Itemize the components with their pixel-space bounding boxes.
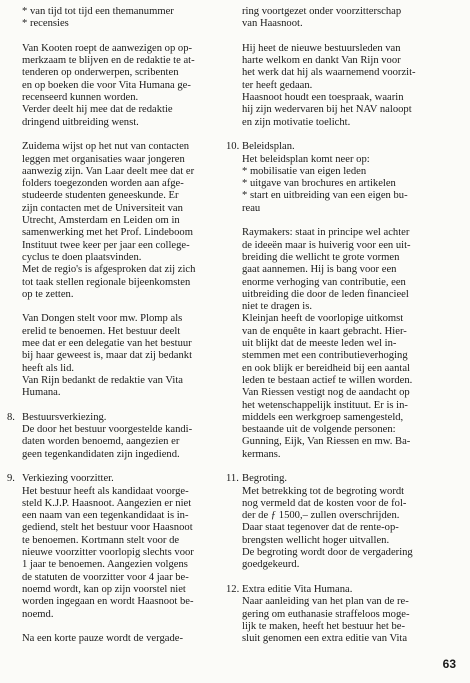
agenda-item-11	[226, 473, 452, 571]
text-line: cyclus te doen plaatsvinden.	[22, 251, 142, 263]
text-line: aanwezig zijn. Van Laar deelt mee dat er	[22, 165, 195, 177]
text-line: mee dat er een delegatie van het bestuur	[22, 338, 192, 350]
text-line: bij haar geweest is, maar dat zij bedankt	[22, 350, 193, 362]
text-line: Kleinjan heeft de voorlopige uitkomst	[242, 313, 404, 325]
text-line: middels een werkgroep samengesteld,	[242, 411, 404, 423]
text-line: noemd wordt, kan op zijn voorstel niet	[22, 583, 186, 595]
text-line: breiding die wellicht te grote vormen	[242, 251, 400, 263]
paragraph-van-kooten	[22, 43, 226, 129]
right-column	[226, 6, 452, 645]
text-line: brengsten wellicht hoger uitvallen.	[242, 534, 390, 546]
text-line: * van tijd tot tijd een themanummer	[22, 6, 174, 17]
text-line: enorme verhoging van contributie, een	[242, 276, 406, 288]
text-line: nieuwe voorzitter voorlopig slechts voor	[22, 547, 194, 559]
text-line: worden ingegaan en wordt Haasnoot be-	[22, 596, 194, 608]
item-number: 12.	[226, 583, 240, 595]
text-line: lijk te maken, heeft het bestuur het be-	[242, 620, 405, 632]
text-line: geen tegenkandidaten zijn ingediend.	[22, 448, 180, 460]
text-line: steld K.J.P. Haasnoot. Aangezien er niet	[22, 497, 192, 509]
text-line: hij zijn wedervaren bij het NAV naloopt	[242, 104, 412, 116]
text-line: ter heeft gedaan.	[242, 79, 313, 91]
text-line: gering om euthanasie straffeloos moge-	[242, 608, 410, 620]
item-number: 9.	[7, 473, 15, 485]
text-line: De door het bestuur voorgestelde kandi-	[22, 424, 193, 436]
paragraph-continued	[242, 6, 452, 31]
text-line: Humana.	[22, 387, 61, 399]
text-line: gaat aannemen. Hij is bang voor een	[242, 264, 397, 276]
text-line: samenwerking met het Prof. Lindeboom	[22, 227, 193, 239]
text-line: van Haasnoot.	[242, 18, 303, 30]
text-line: en zijn motivatie toelicht.	[242, 116, 351, 128]
left-column	[7, 6, 226, 645]
text-line: folders toegezonden worden aan afge-	[22, 178, 184, 190]
item-number: 8.	[7, 411, 15, 423]
agenda-item-10	[226, 141, 452, 215]
text-line: Van Dongen stelt voor mw. Plomp als	[22, 313, 183, 325]
text-line: * start en uitbreiding van een eigen bu-	[242, 190, 408, 202]
paragraph-welkom	[242, 43, 452, 129]
text-line: het werk dat hij als waarnemend voorzit-	[242, 67, 416, 79]
text-line: Met de regio's is afgesproken dat zij zich	[22, 264, 196, 276]
item-heading: Verkiezing voorzitter.	[22, 473, 114, 485]
agenda-item-8	[7, 411, 226, 461]
text-line: de ideeën maar is huiverig voor een uit-	[242, 239, 411, 251]
text-line: tenderen op onderwerpen, scribenten	[22, 67, 179, 79]
text-line: heeft als lid.	[22, 362, 75, 374]
text-line: kermans.	[242, 448, 281, 460]
text-line: Instituut twee keer per jaar een college-	[22, 239, 190, 251]
text-line: sluit genomen een extra editie van Vita	[242, 633, 408, 645]
text-line: te benoemen. Kortmann stelt voor de	[22, 534, 180, 546]
text-line: Van Riessen vestigt nog de aandacht op	[242, 387, 410, 399]
paragraph-pauze	[22, 633, 226, 645]
text-line: nog vermeld dat de kosten voor de fol-	[242, 497, 407, 509]
text-line: merkzaam te blijven en de redaktie te at-	[22, 55, 195, 67]
text-line: uit blijkt dat de meeste leden wel in-	[242, 338, 397, 350]
agenda-item-12	[226, 583, 452, 645]
text-line: leden te bestaan actief te willen worden.	[242, 374, 413, 386]
text-line: van de enquête in kaart gebracht. Hier-	[242, 325, 407, 337]
item-heading: Begroting.	[242, 473, 288, 485]
text-line: Na een korte pauze wordt de vergade-	[22, 633, 183, 645]
text-line: reau	[242, 202, 261, 214]
text-line: Het bestuur heeft als kandidaat voorge-	[22, 485, 189, 497]
item-heading: Beleidsplan.	[242, 141, 295, 153]
text-line: 1 jaar te benoemen. Aangezien volgens	[22, 559, 188, 571]
item-heading: Extra editie Vita Humana.	[242, 583, 353, 595]
text-line: Met betrekking tot de begroting wordt	[242, 485, 405, 497]
text-line: harte welkom en dankt Van Rijn voor	[242, 55, 401, 67]
text-line: en ook blijk er bereidheid bij een aantal	[242, 362, 410, 374]
text-line: op te zetten.	[22, 288, 74, 300]
text-line: Hij heet de nieuwe bestuursleden van	[242, 42, 401, 54]
item-number: 10.	[226, 141, 240, 153]
text-line: Zuidema wijst op het nut van contacten	[22, 141, 190, 153]
page-number: 63	[442, 657, 456, 671]
text-line: De begroting wordt door de vergadering	[242, 547, 413, 559]
text-line: Utrecht, Amsterdam en Leiden om in	[22, 215, 180, 227]
text-line: leggen met organisaties waar jongeren	[22, 153, 185, 165]
text-line: recenseerd kunnen worden.	[22, 92, 139, 104]
text-line: uitbreiding die door de leden financieel	[242, 288, 409, 300]
text-line: Verder deelt hij mee dat de redaktie	[22, 104, 173, 116]
text-line: gediend, stelt het bestuur voor Haasnoot	[22, 522, 193, 534]
text-line: daten worden benoemd, aangezien er	[22, 436, 180, 448]
text-line: niet te dragen is.	[242, 301, 313, 313]
text-line: ring voortgezet onder voorzitterschap	[242, 6, 402, 17]
text-line: erelid te benoemen. Het bestuur deelt	[22, 325, 181, 337]
text-line: * mobilisatie van eigen leden	[242, 165, 367, 177]
text-line: Gunning, Eijk, Van Riessen en mw. Ba-	[242, 436, 411, 448]
text-line: Het beleidsplan komt neer op:	[242, 153, 370, 165]
text-line: dringend uitbreiding wenst.	[22, 116, 139, 128]
text-line: * recensies	[22, 18, 69, 30]
list-recensies	[22, 6, 226, 31]
text-line: Haasnoot houdt een toespraak, waarin	[242, 92, 404, 104]
text-line: Van Rijn bedankt de redaktie van Vita	[22, 374, 183, 386]
agenda-item-9	[7, 473, 226, 621]
paragraph-raymakers	[242, 227, 452, 461]
item-number: 11.	[226, 473, 239, 485]
paragraph-van-dongen	[22, 313, 226, 399]
text-line: Naar aanleiding van het plan van de re-	[242, 596, 409, 608]
text-line: tot taak stellen regionale bijeenkomsten	[22, 276, 191, 288]
text-line: noemd.	[22, 608, 54, 620]
text-line: de statuten de voorzitter voor 4 jaar be-	[22, 571, 189, 583]
text-line: goedgekeurd.	[242, 559, 300, 571]
text-line: studeerde studenten geneeskunde. Er	[22, 190, 179, 202]
text-line: zijn contacten met de Universiteit van	[22, 202, 183, 214]
item-heading: Bestuursverkiezing.	[22, 411, 107, 423]
text-line: het wetenschappelijk instituut. Er is in-	[242, 399, 408, 411]
text-line: Raymakers: staat in principe wel achter	[242, 227, 410, 239]
text-line: Daar staat tegenover dat de rente-op-	[242, 522, 399, 534]
text-line: Van Kooten roept de aanwezigen op op-	[22, 42, 193, 54]
text-line: * uitgave van brochures en artikelen	[242, 178, 396, 190]
text-line: der de ƒ 1500,– zullen overschrijden.	[242, 510, 400, 522]
text-line: en op boeken die voor Vita Humana ge-	[22, 79, 191, 91]
text-line: een naam van een tegenkandidaat is in-	[22, 510, 189, 522]
paragraph-zuidema	[22, 141, 226, 301]
text-line: stemmen met een contributieverhoging	[242, 350, 408, 362]
text-line: bestaande uit de volgende personen:	[242, 424, 396, 436]
